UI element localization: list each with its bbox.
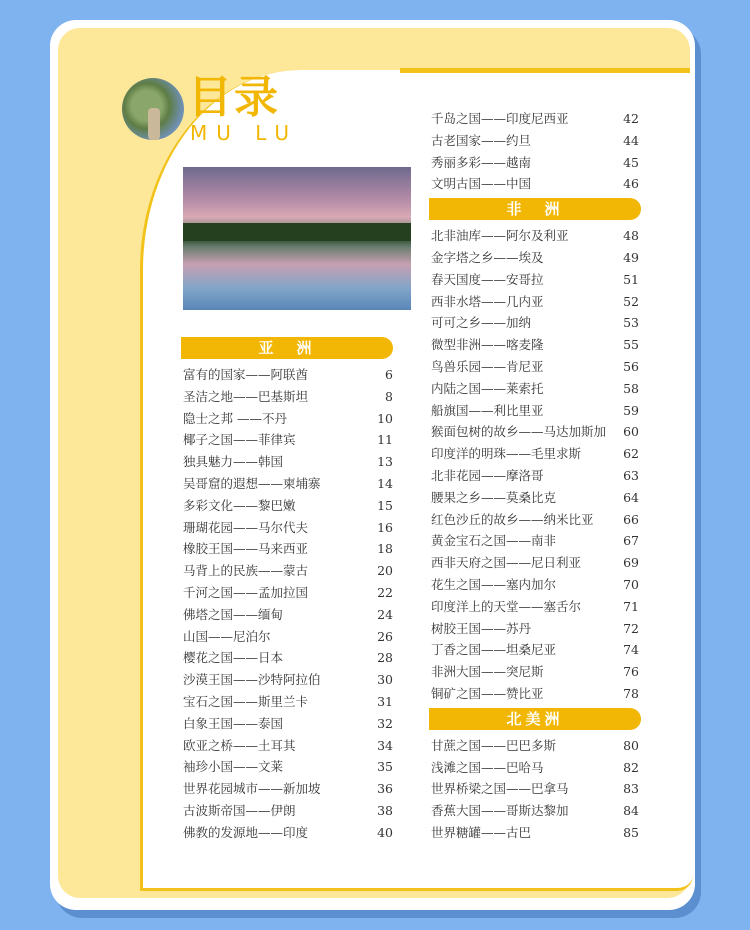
toc-entry-title: 多彩文化——黎巴嫩 — [183, 497, 296, 513]
toc-entry-page: 84 — [623, 803, 639, 819]
toc-entry[interactable] — [431, 357, 639, 377]
toc-entry[interactable] — [431, 553, 639, 573]
toc-entry-page: 38 — [377, 803, 393, 818]
section-heading: 亚 洲 — [181, 337, 393, 359]
toc-entry[interactable] — [431, 379, 639, 399]
toc-entry-page: 82 — [623, 759, 639, 775]
toc-entry-page: 8 — [385, 388, 393, 404]
toc-entry[interactable] — [431, 736, 639, 756]
toc-entry-title: 古老国家——约旦 — [431, 132, 532, 148]
page-title-pinyin: MU LU — [190, 121, 299, 145]
toc-entry-page: 62 — [623, 446, 639, 462]
toc-entry-page: 49 — [623, 250, 639, 265]
toc-entry[interactable] — [183, 474, 393, 494]
toc-entry[interactable] — [183, 409, 393, 429]
toc-entry-page: 63 — [623, 468, 639, 483]
toc-entry-page: 24 — [377, 606, 393, 622]
toc-entry-title: 珊瑚花园——马尔代夫 — [183, 519, 309, 535]
toc-entry[interactable] — [183, 539, 393, 559]
toc-entry-title: 浅滩之国——巴哈马 — [431, 759, 544, 775]
toc-entry-page: 55 — [623, 337, 639, 353]
toc-entry-title: 秀丽多彩——越南 — [431, 154, 532, 170]
toc-entry-page: 15 — [377, 497, 393, 513]
toc-entry-page: 31 — [377, 694, 393, 709]
toc-entry[interactable] — [431, 131, 639, 151]
toc-entry-page: 64 — [623, 489, 639, 505]
toc-entry-title: 世界花园城市——新加坡 — [183, 781, 321, 797]
toc-entry-page: 53 — [623, 315, 639, 331]
toc-entry-title: 印度洋上的天堂——塞舌尔 — [431, 598, 582, 614]
toc-entry[interactable] — [431, 335, 639, 355]
toc-entry-page: 51 — [623, 271, 639, 287]
toc-entry-title: 甘蔗之国——巴巴多斯 — [431, 737, 557, 753]
toc-entry[interactable] — [183, 430, 393, 450]
toc-entry-title: 富有的国家——阿联酋 — [183, 367, 309, 382]
toc-entry[interactable] — [183, 583, 393, 603]
toc-entry-page: 11 — [377, 432, 393, 448]
toc-entry-title: 文明古国——中国 — [431, 176, 532, 192]
toc-entry[interactable] — [183, 561, 393, 581]
toc-entry-title: 古波斯帝国——伊朗 — [183, 803, 296, 818]
toc-entry-page: 6 — [385, 367, 393, 382]
toc-entry-page: 18 — [377, 541, 393, 557]
toc-entry-title: 沙漠王国——沙特阿拉伯 — [183, 672, 321, 688]
toc-entry-page: 40 — [377, 824, 393, 840]
toc-entry-page: 45 — [623, 154, 639, 170]
toc-entry[interactable] — [431, 488, 639, 508]
toc-entry[interactable] — [183, 365, 393, 385]
section-heading: 非 洲 — [429, 198, 641, 220]
toc-entry[interactable] — [431, 466, 639, 486]
toc-entry-page: 70 — [623, 577, 639, 592]
toc-entry-page: 69 — [623, 555, 639, 571]
toc-entry-title: 猴面包树的故乡——马达加斯加 — [431, 424, 607, 440]
toc-entry-title: 西非天府之国——尼日利亚 — [431, 555, 582, 571]
toc-entry[interactable] — [431, 444, 639, 464]
toc-entry-title: 非洲大国——突尼斯 — [431, 664, 544, 680]
toc-entry-page: 72 — [623, 620, 639, 636]
toc-entry[interactable] — [431, 619, 639, 639]
toc-entry[interactable] — [183, 605, 393, 625]
toc-entry[interactable] — [431, 422, 639, 442]
top-divider — [400, 68, 690, 73]
toc-entry-title: 佛塔之国——缅甸 — [183, 606, 284, 622]
toc-entry-page: 58 — [623, 380, 639, 396]
toc-entry[interactable] — [431, 153, 639, 173]
toc-entry-title: 船旗国——利比里亚 — [431, 402, 544, 418]
toc-entry-title: 腰果之乡——莫桑比克 — [431, 489, 557, 505]
toc-entry-title: 袖珍小国——文莱 — [183, 759, 284, 775]
toc-entry-title: 内陆之国——莱索托 — [431, 380, 544, 396]
toc-entry-title: 微型非洲——喀麦隆 — [431, 337, 544, 353]
toc-entry-page: 34 — [377, 737, 393, 753]
toc-entry-page: 13 — [377, 454, 393, 470]
toc-entry-title: 佛教的发源地——印度 — [183, 824, 309, 840]
toc-entry[interactable] — [431, 531, 639, 551]
toc-entry[interactable] — [183, 757, 393, 777]
toc-entry-title: 圣洁之地——巴基斯坦 — [183, 388, 309, 404]
toc-entry[interactable] — [183, 452, 393, 472]
toc-entry-page: 32 — [377, 715, 393, 731]
toc-entry-title: 红色沙丘的故乡——纳米比亚 — [431, 511, 594, 527]
toc-entry-title: 树胶王国——苏丹 — [431, 620, 532, 636]
toc-entry-page: 80 — [623, 737, 639, 753]
toc-entry[interactable] — [183, 801, 393, 821]
toc-entry-title: 椰子之国——菲律宾 — [183, 432, 296, 448]
toc-entry[interactable] — [431, 597, 639, 617]
toc-entry-page: 22 — [377, 585, 393, 600]
toc-entry-page: 74 — [623, 642, 639, 658]
toc-entry-page: 48 — [623, 228, 639, 244]
toc-entry-page: 28 — [377, 650, 393, 666]
toc-entry-title: 可可之乡——加纳 — [431, 315, 532, 331]
lake-landscape-image — [183, 167, 411, 310]
toc-entry[interactable] — [431, 801, 639, 821]
toc-entry-title: 丁香之国——坦桑尼亚 — [431, 642, 557, 658]
toc-entry-title: 印度洋的明珠——毛里求斯 — [431, 446, 582, 462]
toc-entry-title: 千岛之国——印度尼西亚 — [431, 111, 569, 126]
toc-entry[interactable] — [431, 248, 639, 268]
toc-entry-title: 西非水塔——几内亚 — [431, 293, 544, 309]
toc-entry-page: 14 — [377, 476, 393, 491]
toc-entry-title: 白象王国——泰国 — [183, 715, 284, 731]
toc-entry-page: 78 — [623, 686, 639, 701]
toc-entry[interactable] — [431, 575, 639, 595]
toc-entry-title: 山国——尼泊尔 — [183, 628, 271, 644]
toc-entry[interactable] — [431, 270, 639, 290]
toc-entry[interactable] — [183, 627, 393, 647]
toc-entry-page: 42 — [623, 111, 639, 126]
toc-entry[interactable] — [431, 109, 639, 129]
toc-entry[interactable] — [431, 401, 639, 421]
toc-entry-title: 隐士之邦 ——不丹 — [183, 410, 287, 426]
toc-entry-page: 71 — [623, 598, 639, 614]
toc-entry-title: 樱花之国——日本 — [183, 650, 284, 666]
toc-entry-title: 黄金宝石之国——南非 — [431, 533, 557, 549]
toc-entry-title: 橡胶王国——马来西亚 — [183, 541, 309, 557]
toc-entry[interactable] — [183, 736, 393, 756]
section-heading: 北美洲 — [429, 708, 641, 730]
toc-entry[interactable] — [431, 640, 639, 660]
toc-entry-title: 吴哥窟的遐想——柬埔寨 — [183, 476, 321, 491]
toc-entry-page: 60 — [623, 424, 639, 440]
toc-entry-title: 马背上的民族——蒙古 — [183, 563, 309, 579]
toc-entry-title: 北非花园——摩洛哥 — [431, 468, 544, 483]
toc-entry-title: 独具魅力——韩国 — [183, 454, 284, 470]
toc-entry-page: 26 — [377, 628, 393, 644]
toc-entry-title: 鸟兽乐园——肯尼亚 — [431, 359, 544, 374]
toc-entry[interactable] — [431, 313, 639, 333]
toc-entry[interactable] — [431, 662, 639, 682]
toc-entry[interactable] — [431, 823, 639, 843]
toc-entry[interactable] — [183, 779, 393, 799]
toc-entry[interactable] — [183, 692, 393, 712]
tree-photo-icon — [122, 78, 184, 140]
toc-entry[interactable] — [183, 823, 393, 843]
toc-entry-page: 56 — [623, 359, 639, 374]
toc-entry-title: 铜矿之国——赞比亚 — [431, 686, 544, 701]
toc-entry[interactable] — [431, 226, 639, 246]
toc-entry-title: 花生之国——塞内加尔 — [431, 577, 557, 592]
toc-entry-title: 宝石之国——斯里兰卡 — [183, 694, 309, 709]
toc-entry[interactable] — [183, 714, 393, 734]
toc-entry[interactable] — [431, 174, 639, 194]
toc-entry-page: 44 — [623, 132, 639, 148]
toc-entry-title: 香蕉大国——哥斯达黎加 — [431, 803, 569, 819]
toc-entry-page: 83 — [623, 781, 639, 797]
toc-entry[interactable] — [431, 758, 639, 778]
toc-entry-page: 10 — [377, 410, 393, 426]
toc-entry-page: 30 — [377, 672, 393, 688]
toc-entry[interactable] — [431, 292, 639, 312]
toc-entry-page: 59 — [623, 402, 639, 418]
toc-entry[interactable] — [431, 684, 639, 704]
toc-entry[interactable] — [431, 510, 639, 530]
page-title: 目录 — [188, 72, 280, 123]
toc-entry-page: 46 — [623, 176, 639, 192]
toc-entry-title: 千河之国——孟加拉国 — [183, 585, 309, 600]
toc-entry[interactable] — [183, 496, 393, 516]
toc-entry-title: 金字塔之乡——埃及 — [431, 250, 544, 265]
toc-entry-page: 52 — [623, 293, 639, 309]
toc-entry-page: 76 — [623, 664, 639, 680]
toc-entry[interactable] — [183, 387, 393, 407]
toc-entry-title: 北非油库——阿尔及利亚 — [431, 228, 569, 244]
toc-entry-title: 欧亚之桥——土耳其 — [183, 737, 296, 753]
toc-entry-page: 16 — [377, 519, 393, 535]
toc-entry-page: 35 — [377, 759, 393, 775]
toc-entry-page: 85 — [623, 825, 639, 840]
toc-entry-title: 春天国度——安哥拉 — [431, 271, 544, 287]
toc-entry-page: 67 — [623, 533, 639, 549]
toc-entry-page: 36 — [377, 781, 393, 797]
toc-entry-title: 世界糖罐——古巴 — [431, 825, 532, 840]
toc-entry-title: 世界桥梁之国——巴拿马 — [431, 781, 569, 797]
toc-entry-page: 20 — [377, 563, 393, 579]
toc-entry[interactable] — [183, 670, 393, 690]
toc-entry-page: 66 — [623, 511, 639, 527]
toc-entry[interactable] — [431, 779, 639, 799]
toc-entry[interactable] — [183, 518, 393, 538]
toc-entry[interactable] — [183, 648, 393, 668]
